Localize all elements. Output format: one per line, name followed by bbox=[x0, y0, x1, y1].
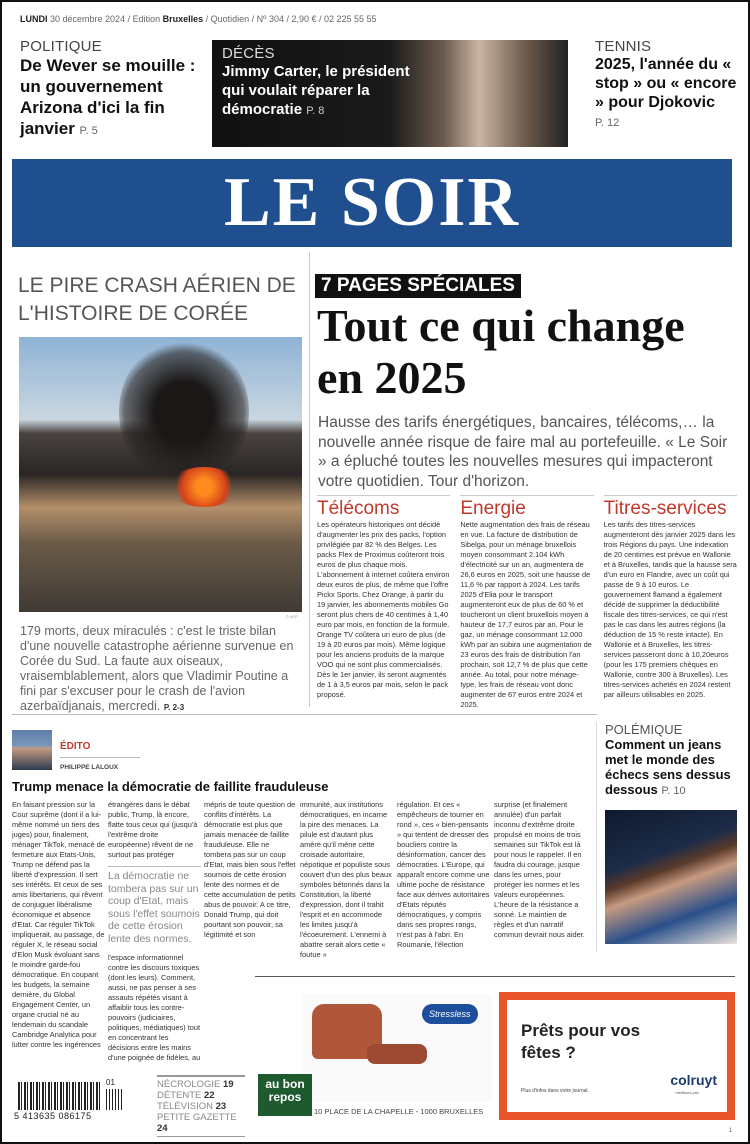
lead-headline[interactable]: LE PIRE CRASH AÉRIEN DE L'HISTOIRE DE CORÉE bbox=[18, 274, 296, 325]
teaser-headline: 2025, l'année du « stop » ou « encore » pour Djokovic bbox=[595, 56, 737, 111]
ad-headline: Prêts pour vos fêtes ? bbox=[521, 1021, 641, 1062]
smoke bbox=[119, 337, 249, 487]
index-item[interactable] bbox=[157, 1112, 245, 1134]
day: LUNDI bbox=[20, 14, 48, 24]
page-ref: P. 12 bbox=[595, 117, 620, 129]
index-label: TÉLÉVISION bbox=[157, 1101, 213, 1112]
lead-caption bbox=[20, 624, 305, 715]
teaser-headline: De Wever se mouille : un gouvernement Arizona d'ici la fin janvier bbox=[20, 56, 196, 138]
index-page: 22 bbox=[203, 1090, 215, 1101]
column-text: Les opérateurs historiques ont décidé d'augmenter les prix des packs, l'option privilégiée par 82 % des Belges. Les packs Flex de Proximus coûteront trois euros de plus chaque mois. L'abonnement à internet coûtera environ deux euros de plus, de même que l'offre Pickx Sports. Chez Orange, à partir du 19 janvier, les abonnements mobiles Go seront plus chers de 40 centimes à 1,40 euro par mois, en fonction de la formule. Orange TV coûtera un euro de plus (de 19 à 20 euros par mois). Même logique pour les anciens produits de la marque VOO qui ne sont plus commercialisés. Dès le 1er janvier, ils seront augmentés de 1 à 3,5 euros par mois, selon le pack proposé. bbox=[317, 520, 450, 699]
teaser-politique[interactable] bbox=[20, 38, 200, 142]
index-item[interactable] bbox=[157, 1079, 245, 1090]
barcode-number: 5 413635 086175 bbox=[14, 1111, 92, 1121]
edition: Bruxelles bbox=[162, 14, 204, 24]
author-avatar bbox=[12, 730, 52, 770]
edito-column bbox=[494, 800, 588, 940]
column-title: Energie bbox=[460, 495, 593, 520]
page-index bbox=[157, 1075, 245, 1137]
column-energie bbox=[460, 495, 593, 710]
stressless-ad[interactable] bbox=[302, 994, 492, 1102]
teaser-headline: Jimmy Carter, le président qui voulait réparer la démocratie bbox=[222, 63, 410, 118]
teaser-headline: Comment un jeans met le monde des échecs sens dessus dessous bbox=[605, 737, 731, 797]
edito-label: ÉDITO bbox=[60, 741, 91, 752]
issue-info bbox=[20, 14, 377, 24]
colruyt-tagline: meilleurs prix bbox=[675, 1090, 699, 1095]
colruyt-ad[interactable] bbox=[499, 992, 735, 1120]
divider bbox=[12, 714, 597, 715]
index-page: 24 bbox=[157, 1123, 168, 1134]
caption-text: 179 morts, deux miraculés : c'est le triste bilan d'une nouvelle catastrophe aérienne survenue en Corée du Sud. La faute aux oiseaux, vraisemblablement, alors que Vladimir Poutine a fini par s'excuser pour le crash de l'avion azerbaïdjanais, mercredi. bbox=[20, 624, 294, 713]
date: 30 décembre 2024 / Edition bbox=[50, 14, 163, 24]
chess-photo bbox=[605, 810, 737, 944]
column-text: Les tarifs des titres-services augmenteront dès janvier 2025 dans les trois Régions du pays. Une indexation de 20 centimes est prévue en Wallonie et à Bruxelles, tandis que la hausse sera d'un euro en Flandre, avec un coût qui passe de 9 à 10 euros. Le gouvernement flamand a également décidé de supprimer la déductibilité fiscale des titres-services, ce qui n'est pas le cas dans les autres régions (la déduction de 15 % reste intacte). En Wallonie et à Bruxelles, les titres-services passeront donc à 10,20euros (pour les 175 premiers chèques en Wallonie, contre 300 à Bruxelles). Les titres-services achetés en 2024 restent par ailleurs utilisables en 2025. bbox=[603, 520, 737, 699]
edito-column bbox=[397, 800, 490, 950]
barcode-suffix: 01 bbox=[106, 1078, 115, 1087]
index-item[interactable] bbox=[157, 1101, 245, 1112]
index-item[interactable] bbox=[157, 1090, 245, 1101]
kicker: POLITIQUE bbox=[20, 38, 102, 55]
barcode-addon bbox=[106, 1089, 122, 1110]
edito-column bbox=[108, 800, 201, 1063]
section-label: 7 PAGES SPÉCIALES bbox=[315, 274, 521, 298]
kicker: DÉCÈS bbox=[222, 45, 275, 62]
main-headline[interactable]: Tout ce qui change en 2025 bbox=[317, 300, 685, 403]
edito-column bbox=[12, 800, 105, 1050]
column-text: l'espace informationnel contre les discours toxiques (dont les leurs). Comment, aussi, ne pas penser à ses assauts répétés visant à affaiblir tous les contre-pouvoirs (judiciaires, politiques, médiatiques) tout en concentrant les décisions entre les mains d'une poignée de fidèles, au bbox=[108, 953, 201, 1062]
column-text: mépris de toute question de conflits d'intérêts. La démocratie est plus que jamais menacée de faillite frauduleuse. Elle ne tombera pas sur un coup d'Etat, mais bien sous l'effet soumois de cette érosion lente des normes et de cette accumulation de petits abus de pouvoir. A ce titre, Donald Trump, qui doit pourtant son pouvoir, sa légitimité et son bbox=[204, 800, 296, 939]
page-number: 1 bbox=[729, 1128, 733, 1134]
column-title: Titres-services bbox=[604, 495, 737, 520]
column-text: étrangères dans le débat public, Trump, là encore, flatte tous ceux qui (jusqu'à l'extrême droite européenne) rêvent de ne surtout pas protéger bbox=[108, 800, 198, 859]
teaser-polemique[interactable] bbox=[605, 722, 743, 799]
teaser-carter[interactable] bbox=[212, 40, 568, 147]
page-ref: P. 5 bbox=[79, 125, 98, 137]
column-text: En faisant pression sur la Cour suprême (dont il a lui-même nommé un tiers des juges) pour, finalement, ménager TikTok, menacé de fermeture aux Etats-Unis, Trump ne défend pas la liberté d'expression. Il sert ses intérêts. Et ceux de ses amis libertariens, qui rêvent de conjuguer libéralisme économique et absence d'Etat. Car réguler TikTok impliquerait, au passage, de réguler X, le réseau social d'Elon Musk évoluant sans le moindre garde-fou démocratique. En coupant les budgets, la semaine dernière, du Global Engagement Center, un organe crucial né au lendemain du scandale Cambridge Analytica pour lutter contre les ingérences bbox=[12, 800, 105, 1049]
edito-headline[interactable]: Trump menace la démocratie de faillite frauduleuse bbox=[12, 779, 329, 794]
index-label: PETITE GAZETTE bbox=[157, 1112, 237, 1123]
main-lede: Hausse des tarifs énergétiques, bancaires, télécoms,… la nouvelle année risque de faire mal au portefeuille. « Le Soir » a épluché toutes les nouvelles mesures qui impacteront votre quotidien. Tour d'horizon. bbox=[318, 414, 728, 490]
ad-small-text: Plus d'infos dans votre journal. bbox=[521, 1088, 589, 1094]
pull-quote: La démocratie ne tombera pas sur un coup d'Etat, mais sous l'effet soumois de cette érosion lente des normes. bbox=[108, 866, 201, 945]
column-text: surprise (et finalement annulée) d'un parfait inconnu d'extrême droite propulsé en moins de trois semaines sur TikTok est là pour nous le rappeler. Il en faudra du courage, jusque dans les urnes, pour protéger les normes et les valeurs européennes. L'heure de la résistance a sonné. Le maintien de règles et d'un narratif commun devrait nous aider. bbox=[494, 800, 585, 939]
teaser-tennis[interactable] bbox=[595, 38, 740, 133]
ad-address: 10 PLACE DE LA CHAPELLE - 1000 BRUXELLES bbox=[314, 1107, 484, 1116]
masthead bbox=[12, 159, 732, 247]
index-label: NÉCROLOGIE bbox=[157, 1079, 221, 1090]
edito-author: PHILIPPE LALOUX bbox=[60, 764, 119, 771]
page-ref: P. 8 bbox=[306, 105, 325, 117]
au-bon-repos-logo: au bon repos bbox=[258, 1074, 312, 1116]
column-text: régulation. Et ces « empêcheurs de tourner en rond », ces « bien-pensants » qui tentent de dresser des boucliers contre la désinformation, cancer des démocraties. L'Europe, qui apparaît encore comme une ultime poche de résistance face aux dérives autoritaires d'Etats réputés démocratiques, y compris dans ses propres rangs, n'est pas à l'abri. En Roumanie, l'élection bbox=[397, 800, 490, 949]
barcode bbox=[18, 1082, 102, 1110]
kicker: POLÉMIQUE bbox=[605, 722, 683, 737]
crash-photo bbox=[19, 337, 302, 612]
main-columns bbox=[317, 495, 737, 710]
masthead-logo: LE SOIR bbox=[223, 164, 521, 241]
edito-column bbox=[300, 800, 393, 960]
kicker: TENNIS bbox=[595, 38, 652, 55]
divider bbox=[60, 757, 140, 758]
edito-column bbox=[204, 800, 297, 940]
index-page: 19 bbox=[223, 1079, 234, 1090]
column-text: immunité, aux institutions démocratiques, en incarne la pire des menaces. La pilule est d'autant plus amère qu'il mène cette croisade autoritaire, népotique et populiste sous couvert d'un des plus beaux symboles bétonnés dans la Constitution, la liberté d'expression, dont il trahit l'esprit et en accommode les limites jusqu'à l'écoeurement. L'ennemi à abattre serait alors cette « foutue » bbox=[300, 800, 392, 959]
ad-divider bbox=[255, 976, 735, 977]
colruyt-logo: colruyt bbox=[670, 1072, 717, 1088]
fire bbox=[169, 467, 239, 507]
page-ref: P. 2-3 bbox=[163, 703, 185, 712]
column-titres-services bbox=[604, 495, 737, 710]
column-telecoms bbox=[317, 495, 450, 710]
index-label: DÉTENTE bbox=[157, 1090, 202, 1101]
divider bbox=[596, 722, 597, 952]
issue-details: / Quotidien / Nº 304 / 2,90 € / 02 225 55 55 bbox=[203, 14, 377, 24]
index-page: 23 bbox=[215, 1101, 227, 1112]
page-ref: P. 10 bbox=[661, 785, 686, 797]
stressless-logo: Stressless bbox=[422, 1004, 478, 1024]
divider bbox=[309, 252, 310, 707]
photo-credit: © AFP bbox=[286, 614, 298, 619]
column-title: Télécoms bbox=[317, 495, 450, 520]
column-text: Nette augmentation des frais de réseau en vue. La facture de distribution de Sibelga, pour un ménage bruxellois moyen consommant 2.104 kWh d'électricité sur un an, augmentera de 26,6 euros en 2025, soit une hausse de 11,6 % par rapport à 2024. Les tarifs 2025 d'Elia pour le transport augmenteront eux de plus de 60 % et toucheront un client bruxellois moyen à hauteur de 17,7 euros par an. Pour le gaz, un ménage consommant 12.000 kWh par an subira une augmentation de 23 euros des frais de distribution l'an prochain, soit 12,7 % de plus que cette année. Au total, pour notre ménage-type, les frais de réseau vont donc augmenter de 67 euros entre 2024 et 2025. bbox=[460, 520, 592, 709]
footstool-image bbox=[367, 1044, 427, 1064]
